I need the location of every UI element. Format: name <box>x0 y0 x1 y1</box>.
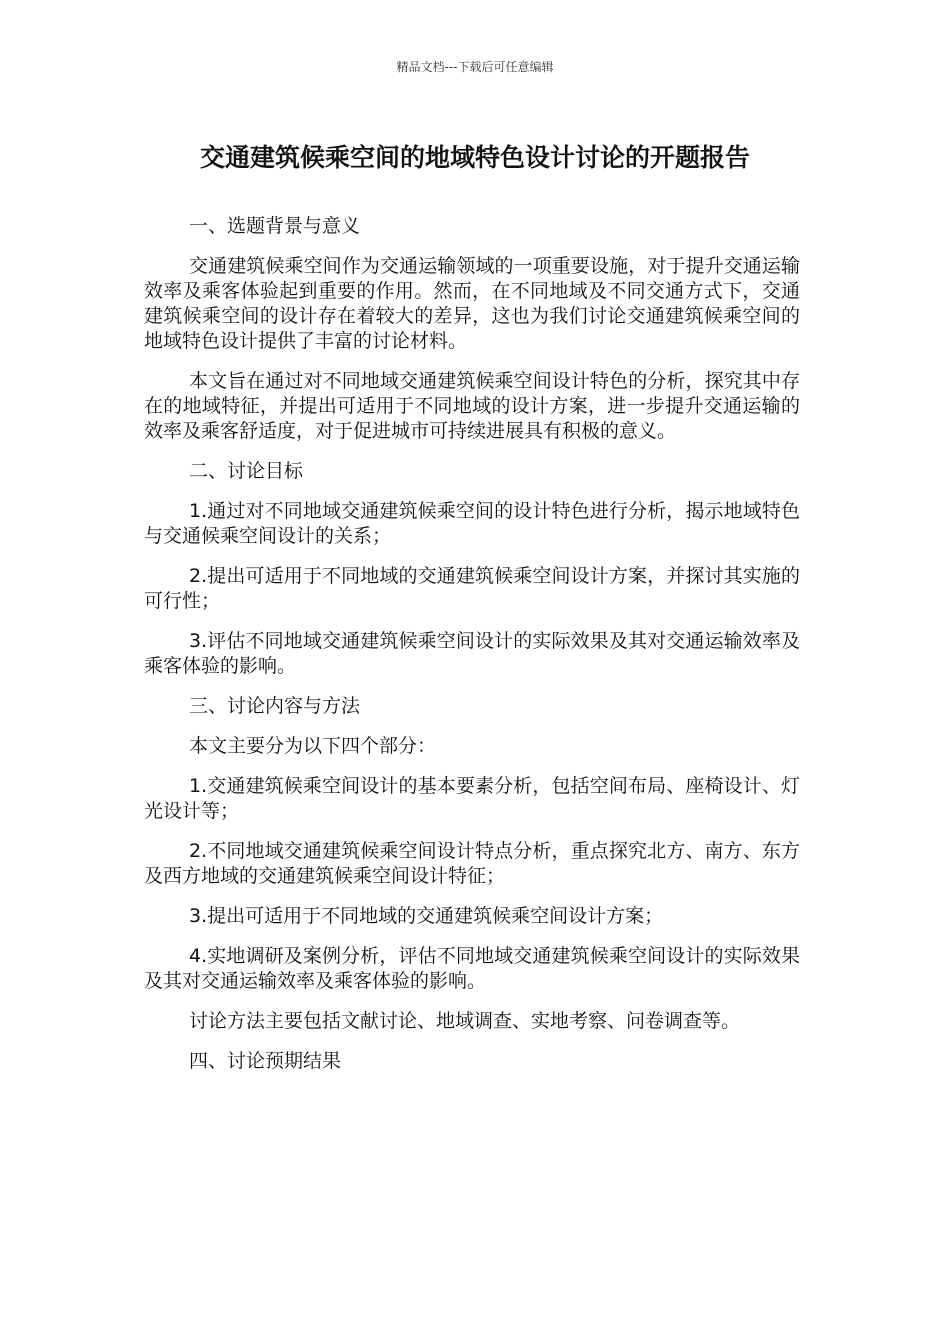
paragraph-background-1: 交通建筑候乘空间作为交通运输领域的一项重要设施，对于提升交通运输效率及乘客体验起到重要的作用。然而，在不同地域及不同交通方式下，交通建筑候乘空间的设计存在着较大的差异，这也为我们讨论交通建筑候乘空间的地域特色设计提供了丰富的讨论材料。 <box>144 255 800 352</box>
section-heading-goals: 二、讨论目标 <box>189 460 304 482</box>
section-heading-content-methods: 三、讨论内容与方法 <box>189 695 361 717</box>
paragraph-goal-3: 3.评估不同地域交通建筑候乘空间设计的实际效果及其对交通运输效率及乘客体验的影响。 <box>144 630 800 677</box>
document-title: 交通建筑候乘空间的地域特色设计讨论的开题报告 <box>199 143 750 172</box>
paragraph-content-1: 1.交通建筑候乘空间设计的基本要素分析，包括空间布局、座椅设计、灯光设计等； <box>144 775 800 822</box>
paragraph-content-intro: 本文主要分为以下四个部分： <box>189 735 437 757</box>
paragraph-content-4: 4.实地调研及案例分析，评估不同地域交通建筑候乘空间设计的实际效果及其对交通运输效率及乘客体验的影响。 <box>144 945 800 992</box>
paragraph-goal-2: 2.提出可适用于不同地域的交通建筑候乘空间设计方案，并探讨其实施的可行性； <box>144 565 800 612</box>
paragraph-content-2: 2.不同地域交通建筑候乘空间设计特点分析，重点探究北方、南方、东方及西方地域的交通建筑候乘空间设计特征； <box>144 840 800 887</box>
paragraph-goal-1: 1.通过对不同地域交通建筑候乘空间的设计特色进行分析，揭示地域特色与交通候乘空间设计的关系； <box>144 500 800 547</box>
section-heading-background: 一、选题背景与意义 <box>189 215 361 237</box>
header-note: 精品文档---下载后可任意编辑 <box>396 60 554 74</box>
section-heading-expected-results: 四、讨论预期结果 <box>189 1050 342 1072</box>
document-body <box>144 214 800 1089</box>
paragraph-methods: 讨论方法主要包括文献讨论、地域调查、实地考察、问卷调查等。 <box>189 1010 741 1032</box>
paragraph-background-2: 本文旨在通过对不同地域交通建筑候乘空间设计特色的分析，探究其中存在的地域特征，并提出可适用于不同地域的设计方案，进一步提升交通运输的效率及乘客舒适度，对于促进城市可持续进展具有积极的意义。 <box>144 370 800 442</box>
paragraph-content-3: 3.提出可适用于不同地域的交通建筑候乘空间设计方案； <box>189 905 664 927</box>
